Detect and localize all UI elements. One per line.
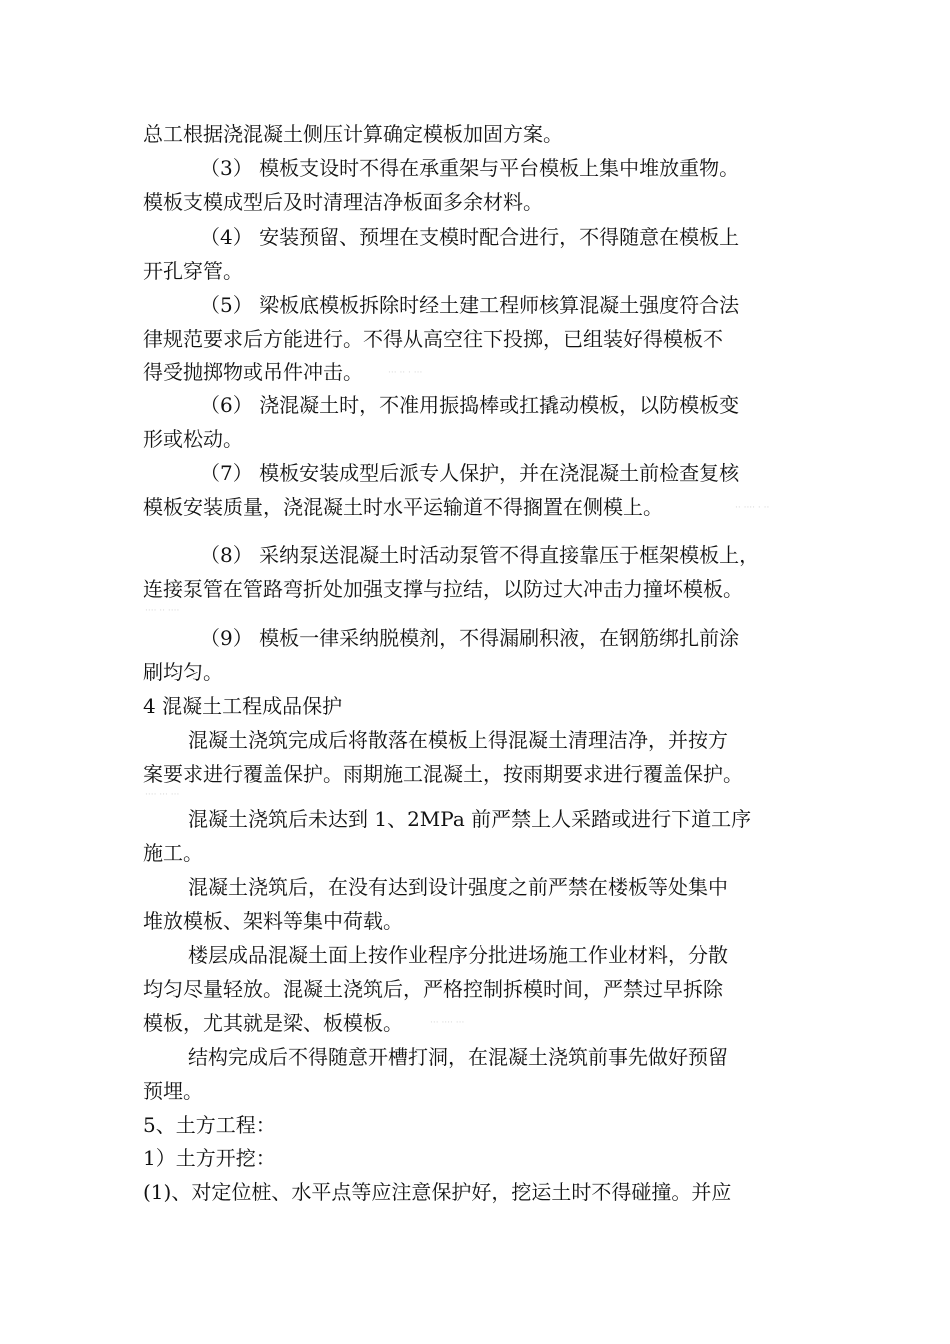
item-3-line: （3） 模板支设时不得在承重架与平台模板上集中堆放重物。 <box>200 156 740 180</box>
faint-watermark: ··· ···· ··· <box>430 1018 465 1028</box>
item-8-line: （8） 采纳泵送混凝土时活动泵管不得直接靠压于框架模板上， <box>200 543 760 567</box>
item-7-line: （7） 模板安装成型后派专人保护，并在浇混凝土前检查复核 <box>200 461 740 485</box>
subsection-heading: 1）土方开挖： <box>143 1146 276 1170</box>
text-line: 得受抛掷物或吊件冲击。 <box>143 360 363 384</box>
paragraph-line: 混凝土浇筑后未达到 1、2MPa 前严禁上人采踏或进行下道工序 <box>188 807 752 831</box>
faint-watermark: ·· ···· · ·· <box>735 503 770 513</box>
text-line: 模板安装质量，浇混凝土时水平运输道不得搁置在侧模上。 <box>143 495 663 519</box>
text-line: 堆放模板、架料等集中荷载。 <box>143 909 403 933</box>
text-line: 律规范要求后方能进行。不得从高空往下投掷，已组装好得模板不 <box>143 327 723 351</box>
item-6-line: （6） 浇混凝土时，不准用振捣棒或扛撬动模板，以防模板变 <box>200 393 740 417</box>
text-line: 形或松动。 <box>143 427 243 451</box>
faint-watermark: ··· ·· · ··· <box>388 368 423 378</box>
text-line: 预埋。 <box>143 1079 203 1103</box>
faint-watermark: ···· ·· ···· <box>145 606 180 616</box>
paragraph-line: 混凝土浇筑完成后将散落在模板上得混凝土清理洁净，并按方 <box>188 728 728 752</box>
item-5-line: （5） 梁板底模板拆除时经土建工程师核算混凝土强度符合法 <box>200 293 740 317</box>
paragraph-line: 结构完成后不得随意开槽打洞，在混凝土浇筑前事先做好预留 <box>188 1045 728 1069</box>
text-line: 施工。 <box>143 841 203 865</box>
item-9-line: （9） 模板一律采纳脱模剂，不得漏刷积液，在钢筋绑扎前涂 <box>200 626 740 650</box>
section-heading: 4 混凝土工程成品保护 <box>143 694 343 718</box>
text-line: (1)、对定位桩、水平点等应注意保护好，挖运土时不得碰撞。并应 <box>143 1180 732 1204</box>
text-line: 均匀尽量轻放。混凝土浇筑后，严格控制拆模时间，严禁过早拆除 <box>143 977 723 1001</box>
text-line: 开孔穿管。 <box>143 259 243 283</box>
paragraph-line: 楼层成品混凝土面上按作业程序分批进场施工作业材料，分散 <box>188 943 728 967</box>
text-line: 模板支模成型后及时清理洁净板面多余材料。 <box>143 190 543 214</box>
paragraph-line: 混凝土浇筑后，在没有达到设计强度之前严禁在楼板等处集中 <box>188 875 728 899</box>
text-line: 刷均匀。 <box>143 660 223 684</box>
text-line: 模板，尤其就是梁、板模板。 <box>143 1011 403 1035</box>
text-line: 总工根据浇混凝土侧压计算确定模板加固方案。 <box>143 122 563 146</box>
section-heading: 5、土方工程： <box>143 1113 276 1137</box>
text-line: 连接泵管在管路弯折处加强支撑与拉结，以防过大冲击力撞坏模板。 <box>143 577 743 601</box>
text-line: 案要求进行覆盖保护。雨期施工混凝土，按雨期要求进行覆盖保护。 <box>143 762 743 786</box>
faint-watermark: ···· ··· ··· <box>145 790 180 800</box>
item-4-line: （4） 安装预留、预埋在支模时配合进行，不得随意在模板上 <box>200 225 740 249</box>
